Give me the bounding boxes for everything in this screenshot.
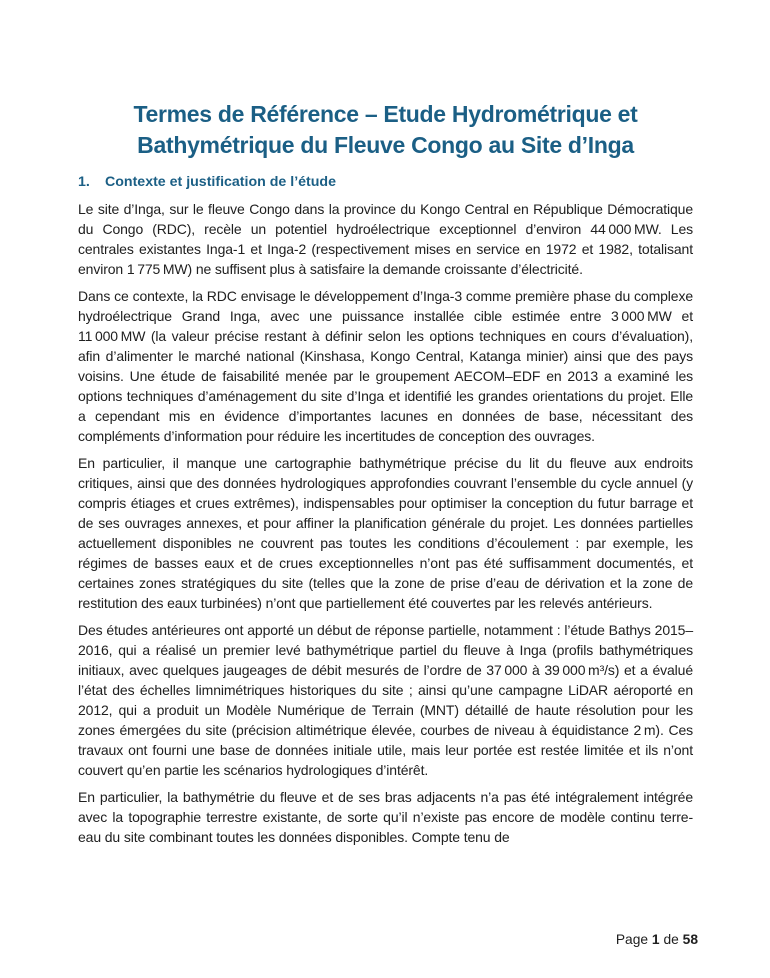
footer-total-pages: 58 bbox=[682, 932, 698, 947]
document-title-line-1: Termes de Référence – Etude Hydrométrique et bbox=[133, 101, 638, 127]
document-title bbox=[78, 99, 693, 161]
document-content bbox=[78, 0, 693, 847]
footer-page-number: 1 bbox=[651, 932, 660, 947]
body-paragraph-1: Le site d’Inga, sur le fleuve Congo dans la province du Kongo Central en République Démocratique du Congo (RDC), recèle un potentiel hydroélectrique exceptionnel d’environ 44 000 MW. Les centrales existantes Inga-1 et Inga-2 (respectivement mises en service en 1972 et 1982, totalisant environ 1 775 MW) ne suffisent plus à satisfaire la demande croissante d’électricité. bbox=[78, 201, 693, 277]
body-paragraph-3: En particulier, il manque une cartographie bathymétrique précise du lit du fleuve aux endroits critiques, ainsi que des données hydrologiques approfondies couvrant l’ensemble du cycle annuel (y compris étiages et crues extrêmes), indispensables pour optimiser la conception du futur barrage et de ses ouvrages annexes, et pour affiner la planification générale du projet. Les données partielles actuellement disponibles ne couvrent pas toutes les conditions d’écoulement : par exemple, les régimes de basses eaux et de crues exceptionnelles n’ont pas été suffisamment documentés, et certaines zones stratégiques du site (telles que la zone de prise d’eau de dérivation et la zone de restitution des eaux turbinées) n’ont que partiellement été couvertes par les relevés antérieurs. bbox=[78, 455, 693, 611]
footer-page-label: Page bbox=[615, 932, 649, 947]
page-footer bbox=[616, 931, 698, 949]
body-paragraph-2: Dans ce contexte, la RDC envisage le développement d’Inga-3 comme première phase du complexe hydroélectrique Grand Inga, avec une puissance installée cible estimée entre 3 000 MW et 11 000 MW (la valeur précise restant à définir selon les options techniques en cours d’évaluation), afin d’alimenter le marché national (Kinshasa, Kongo Central, Katanga minier) ainsi que des pays voisins. Une étude de faisabilité menée par le groupement AECOM–EDF en 2013 a examiné les options techniques d’aménagement du site d’Inga et identifié les grandes orientations du projet. Elle a cependant mis en évidence d’importantes lacunes en données de base, nécessitant des compléments d’information pour réduire les incertitudes de conception des ouvrages. bbox=[78, 288, 693, 444]
body-paragraph-5: En particulier, la bathymétrie du fleuve et de ses bras adjacents n’a pas été intégralement intégrée avec la topographie terrestre existante, de sorte qu’il n’existe pas encore de modèle continu terre-eau du site combinant toutes les données disponibles. Compte tenu de bbox=[78, 789, 693, 845]
document-title-line-2: Bathymétrique du Fleuve Congo au Site d’Inga bbox=[137, 132, 634, 158]
body-paragraph-4: Des études antérieures ont apporté un début de réponse partielle, notamment : l’étude Bathys 2015–2016, qui a réalisé un premier levé bathymétrique partiel du fleuve à Inga (profils bathymétriques initiaux, avec quelques jaugeages de débit mesurés de l’ordre de 37 000 à 39 000 m³/s) et a évalué l’état des échelles limnimétriques historiques du site ; ainsi qu’une campagne LiDAR aéroporté en 2012, qui a produit un Modèle Numérique de Terrain (MNT) détaillé de haute résolution pour les zones émergées du site (précision altimétrique élevée, courbes de niveau à équidistance 2 m). Ces travaux ont fourni une base de données initiale utile, mais leur portée est restée limitée et ils n’ont couvert qu’en partie les scénarios hydrologiques d’intérêt. bbox=[78, 622, 693, 778]
section-number: 1. bbox=[78, 174, 90, 190]
section-title: Contexte et justification de l’étude bbox=[105, 174, 336, 190]
section-heading bbox=[78, 173, 693, 192]
footer-of-label: de bbox=[663, 932, 679, 947]
